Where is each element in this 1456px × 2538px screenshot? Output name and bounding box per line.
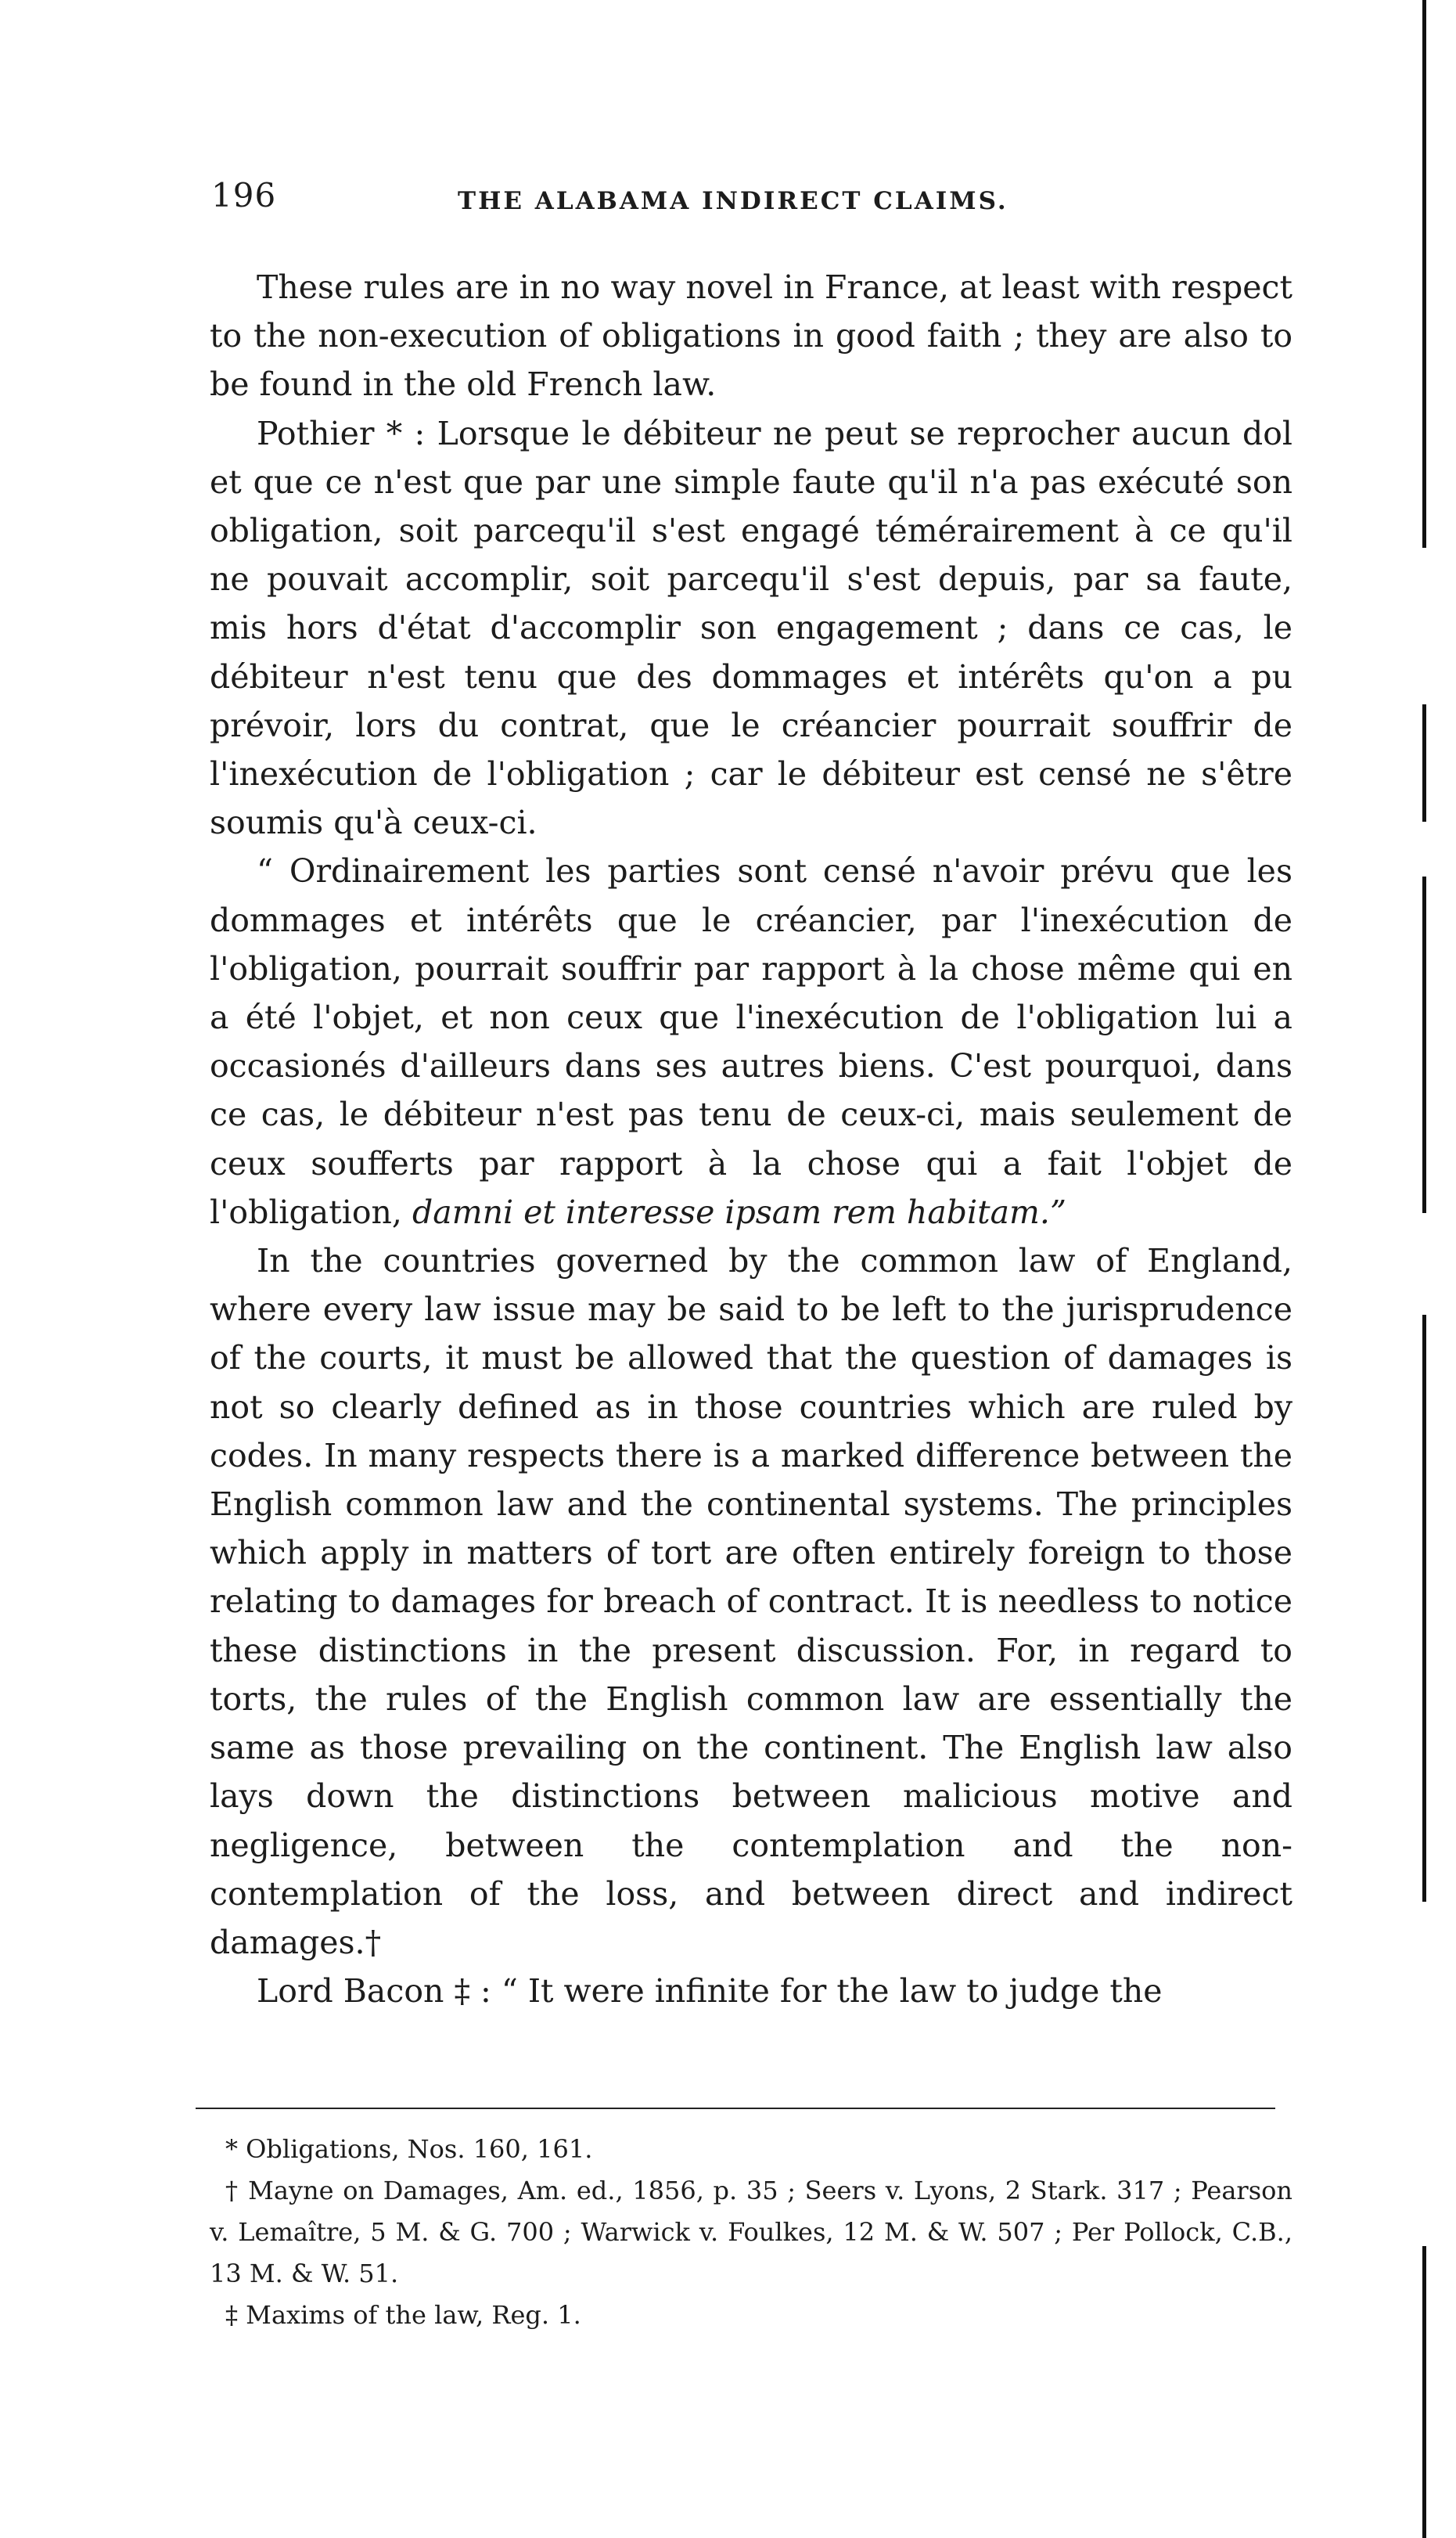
paragraph [210,847,1292,1237]
body-text [210,263,1292,2015]
footnote: ‡ Maxims of the law, Reg. 1. [225,2300,581,2330]
page-edge-line [1422,1315,1426,1902]
paragraph: Lord Bacon ‡ : “ It were infinite for the law to judge the [257,1972,1163,2011]
page-number: 196 [211,176,277,214]
footnote: * Obligations, Nos. 160, 161. [225,2134,593,2164]
paragraph: In the countries governed by the common law of England, where every law issue may be said to be left to the jurisprudence of the courts, it must be allowed that the question of damages is not so clearly defined as in those countries which are ruled by codes. In many respects there is a marked difference between the English common law and the continental systems. The principles which apply in matters of tort are often entirely foreign to those relating to damages for breach of contract. It is needless to notice these distinctions in the present discussion. For, in regard to torts, the rules of the English common law are essentially the same as those prevailing on the continent. The English law also lays down the distinctions between malicious motive and negligence, between the contemplation and the non-contemplation of the loss, and between direct and indirect damages.† [210,1242,1292,1961]
footnotes [210,2129,1292,2336]
paragraph: Pothier * : Lorsque le débiteur ne peut se reprocher aucun dol et que ce n'est que par une simple faute qu'il n'a pas exécuté son obligation, soit parcequ'il s'est engagé témérairement à ce qu'il ne pouvait accomplir, soit parcequ'il s'est depuis, par sa faute, mis hors d'état d'accomplir son engagement ; dans ce cas, le débiteur n'est tenu que des dommages et intérêts qu'on a pu prévoir, lors du contrat, que le créancier pourrait souffrir de l'inexécution de l'obligation ; car le débiteur est censé ne s'être soumis qu'à ceux-ci. [210,414,1292,842]
page-edge-line [1422,2246,1426,2538]
paragraph-text: “ Ordinairement les parties sont censé n'avoir prévu que les dommages et intérêts que le créancier, par l'inexécution de l'obligation, pourrait souffrir par rapport à la chose même qui en a été l'objet, et non ceux que l'inexécution de l'obligation lui a occasionés d'ailleurs dans ses autres biens. C'est pourquoi, dans ce cas, le débiteur n'est pas tenu de ceux-ci, mais seulement de ceux soufferts par rapport à la chose qui a fait l'objet de l'obligation, [210,852,1292,1231]
running-title: THE ALABAMA INDIRECT CLAIMS. [458,187,1008,215]
latin-quotation: damni et interesse ipsam rem habitam.” [412,1193,1066,1231]
page-header [211,176,1291,223]
page-edge-line [1422,0,1426,548]
paragraph: These rules are in no way novel in France, at least with respect to the non-execution of obligations in good faith ; they are also to be found in the old French law. [210,268,1292,404]
footnote-rule [196,2108,1275,2109]
page-edge-line [1422,704,1426,822]
footnote: † Mayne on Damages, Am. ed., 1856, p. 35 ; Seers v. Lyons, 2 Stark. 317 ; Pearson v. Lemaître, 5 M. & G. 700 ; Warwick v. Foulkes, 12 M. & W. 507 ; Per Pollock, C.B., 13 M. & W. 51. [210,2176,1292,2288]
page-edge-line [1422,877,1426,1213]
